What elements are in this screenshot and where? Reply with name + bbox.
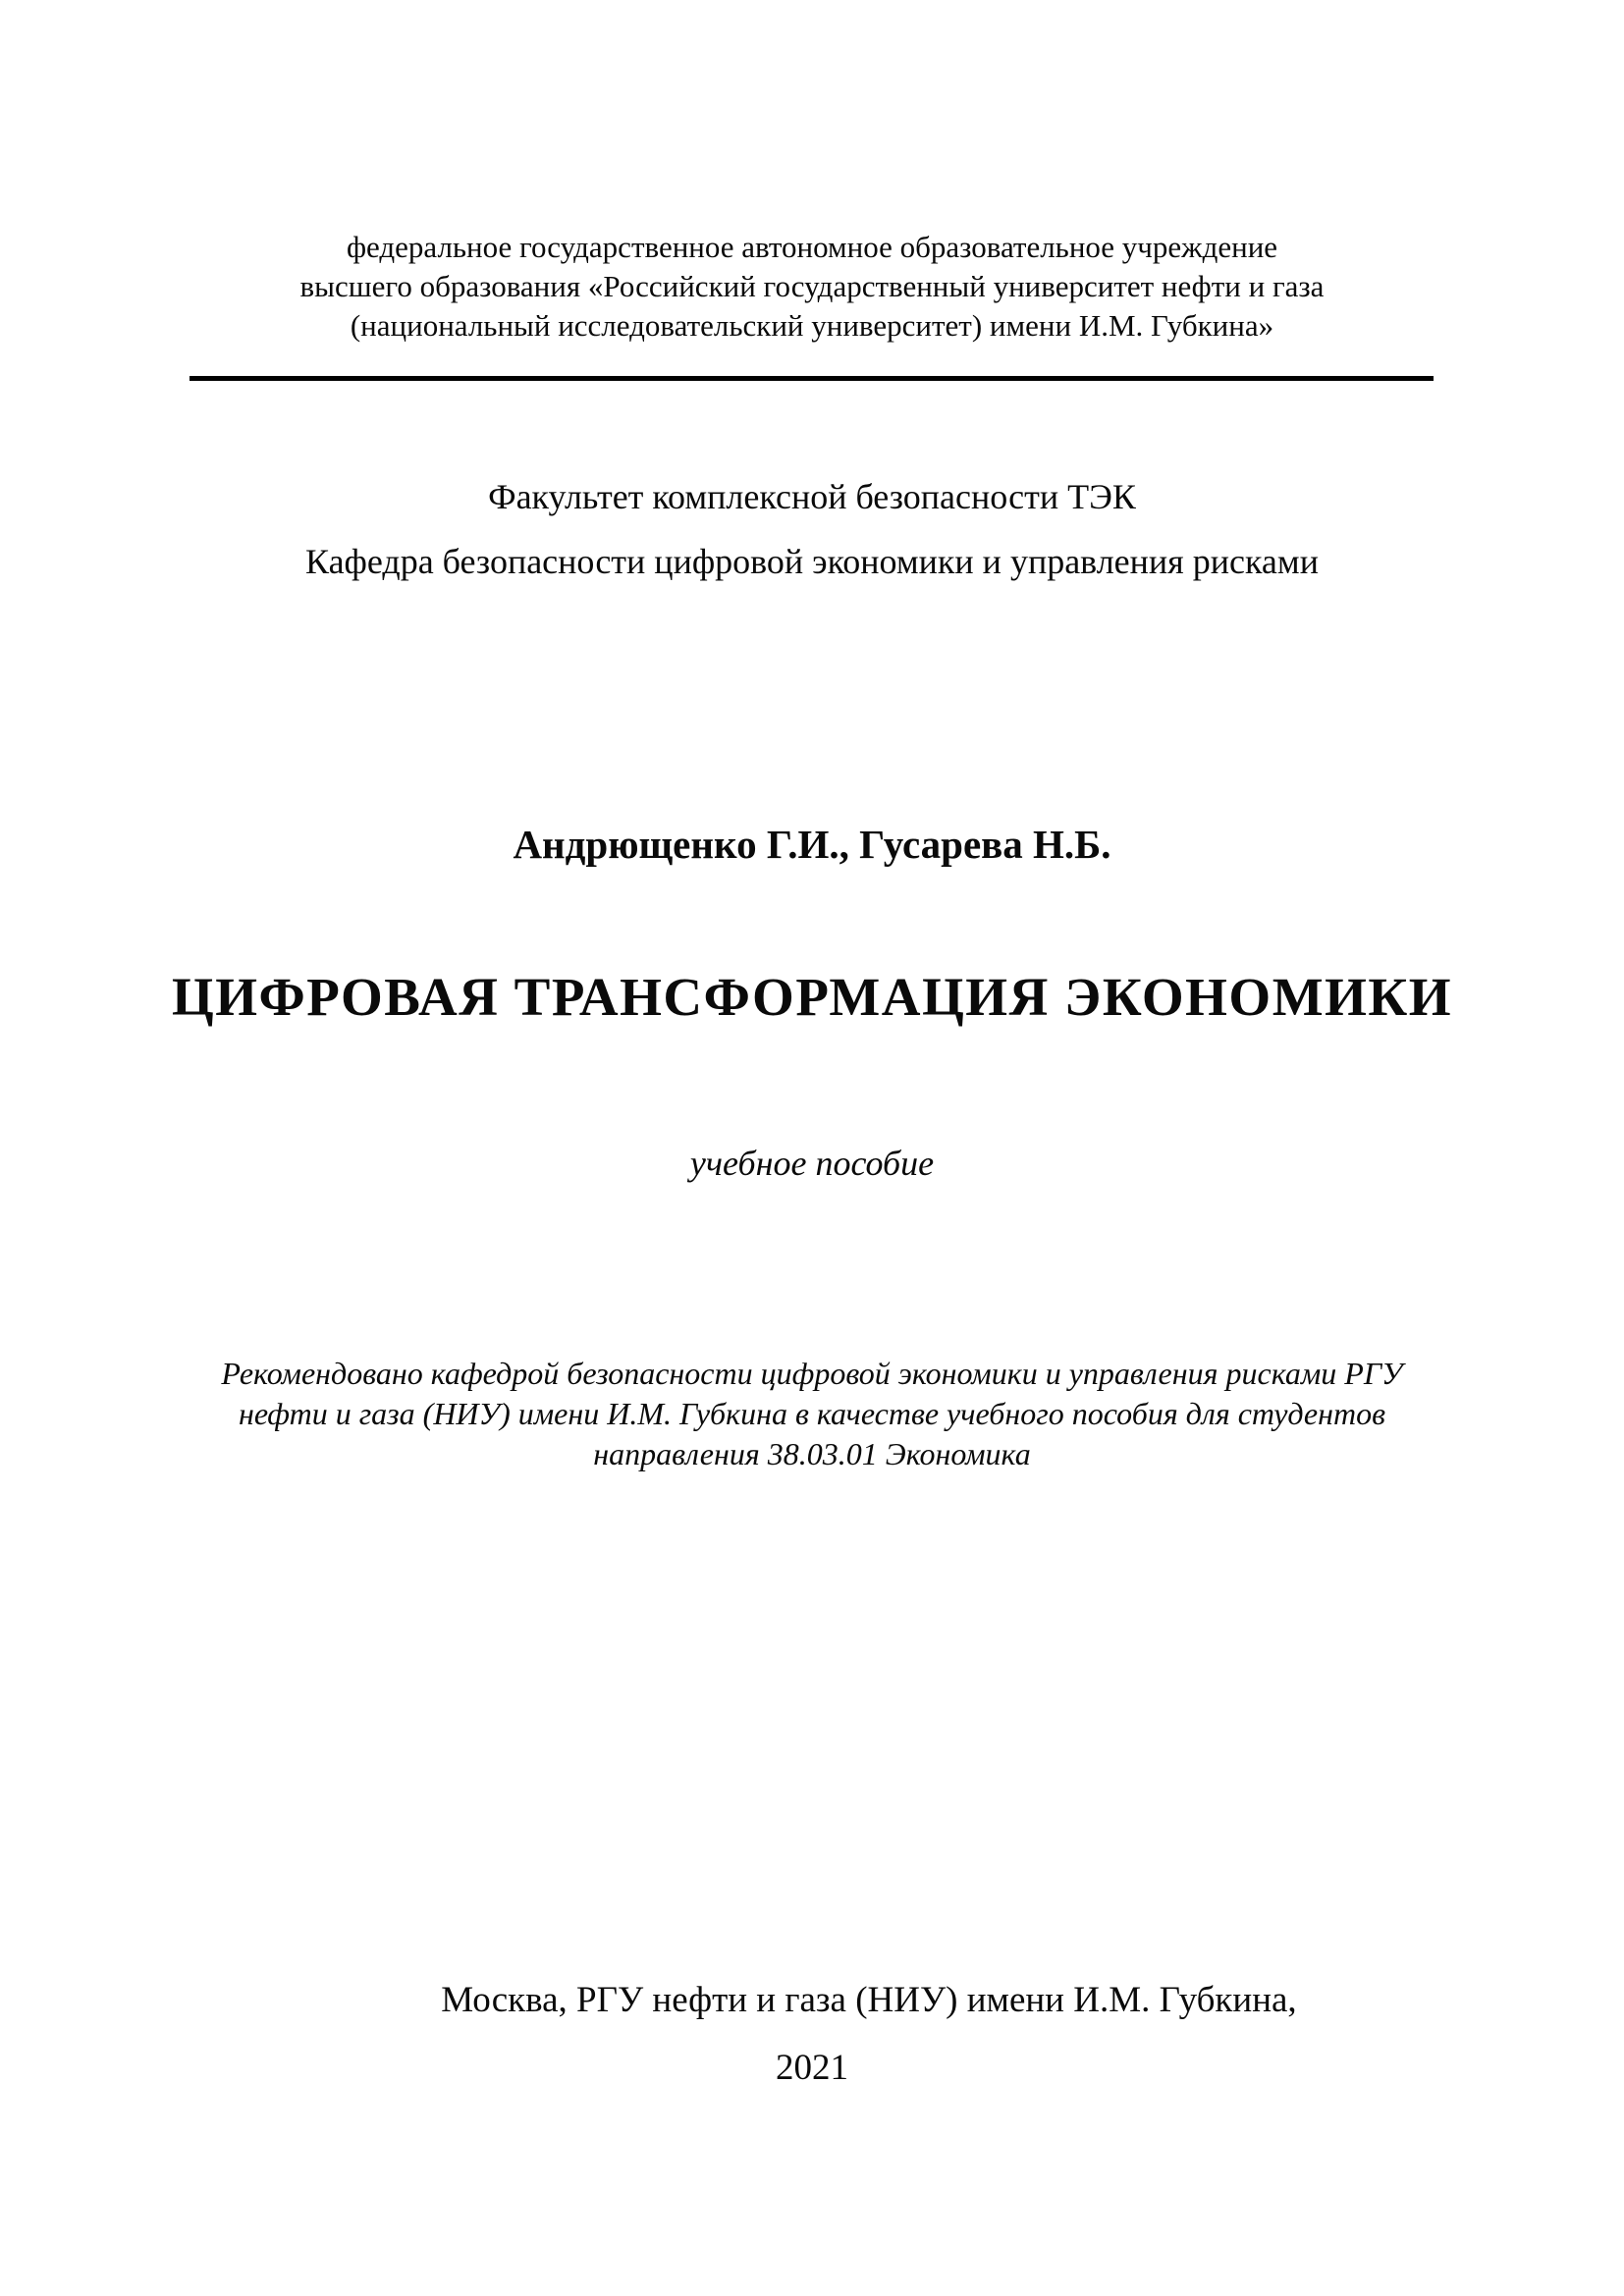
book-title: ЦИФРОВАЯ ТРАНСФОРМАЦИЯ ЭКОНОМИКИ [171, 967, 1453, 1027]
imprint-city-text: Москва, РГУ нефти и газа (НИУ) имени И.М. Губкина, [441, 1980, 1297, 2020]
affiliation-line-2: высшего образования «Российский государственный университет нефти и газа [299, 269, 1325, 303]
university-affiliation [0, 228, 1624, 346]
recommendation-line-1: Рекомендовано кафедрой безопасности цифровой экономики и управления рисками РГУ [221, 1356, 1403, 1391]
book-subtitle: учебное пособие [689, 1144, 935, 1183]
faculty-name: Факультет комплексной безопасности ТЭК [488, 477, 1136, 516]
recommendation-line-3: направления 38.03.01 Экономика [593, 1436, 1031, 1471]
header-divider [189, 376, 1434, 381]
affiliation-line-1: федеральное государственное автономное образовательное учреждение [346, 230, 1278, 264]
publication-year: 2021 [776, 2048, 848, 2088]
imprint-city-line [0, 1979, 1624, 2022]
authors-line: Андрющенко Г.И., Гусарева Н.Б. [513, 822, 1111, 867]
recommendation-note [0, 1354, 1624, 1474]
recommendation-line-2: нефти и газа (НИУ) имени И.М. Губкина в качестве учебного пособия для студентов [239, 1396, 1385, 1431]
department-name: Кафедра безопасности цифровой экономики и управления рисками [305, 542, 1319, 581]
affiliation-line-3: (национальный исследовательский университет) имени И.М. Губкина» [350, 308, 1274, 343]
